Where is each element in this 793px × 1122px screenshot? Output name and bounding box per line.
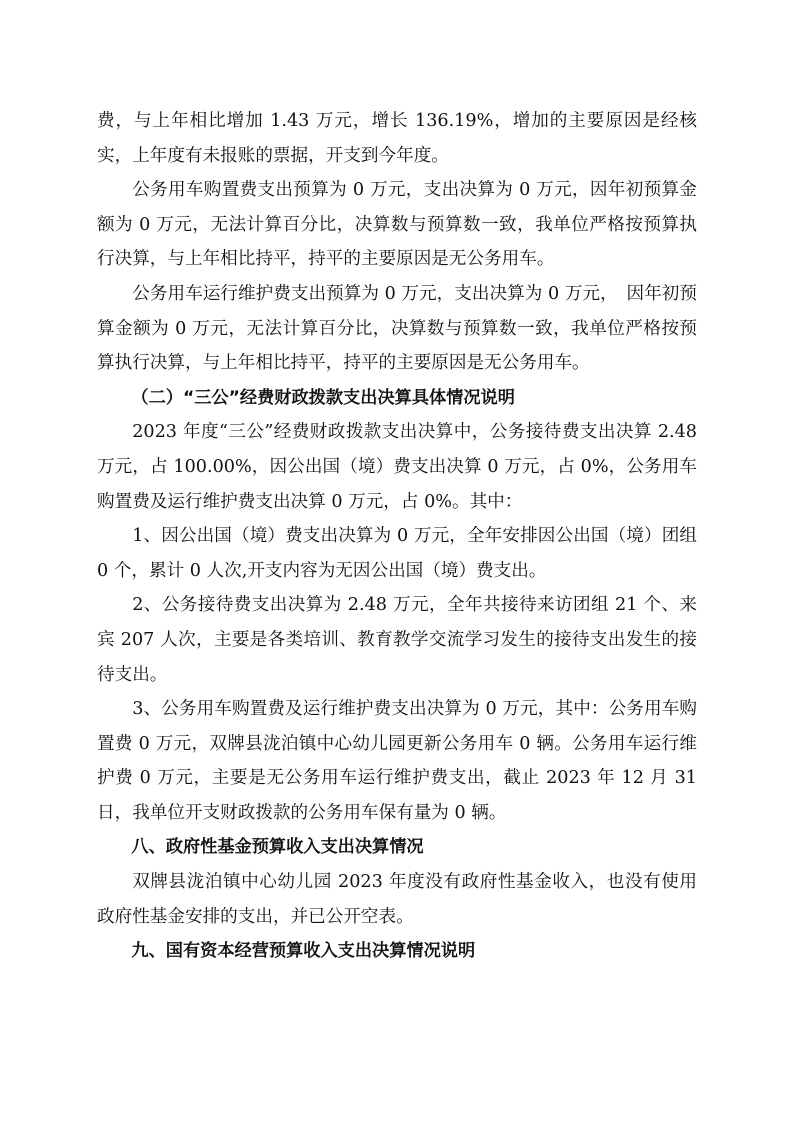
document-body bbox=[97, 104, 697, 969]
section-heading-state-capital: 九、国有资本经营预算收入支出决算情况说明 bbox=[131, 941, 476, 962]
paragraph-government-fund: 双牌县泷泊镇中心幼儿园 2023 年度没有政府性基金收入，也没有使用政府性基金安排的支出，并已公开空表。 bbox=[97, 872, 697, 927]
paragraph-official-reception: 2、公务接待费支出决算为 2.48 万元，全年共接待来访团组 21 个、来宾 207 人次，主要是各类培训、教育教学交流学习发生的接待支出发生的接待支出。 bbox=[97, 595, 697, 685]
paragraph-vehicle-maintenance: 公务用车运行维护费支出预算为 0 万元，支出决算为 0 万元， 因年初预算金额为 0 万元，无法计算百分比，决算数与预算数一致，我单位严格按预算执行决算，与上年相比持平，持平的主要原因是无公务用车。 bbox=[97, 283, 697, 374]
paragraph-official-vehicles: 3、公务用车购置费及运行维护费支出决算为 0 万元，其中：公务用车购置费 0 万元，双牌县泷泊镇中心幼儿园更新公务用车 0 辆。公务用车运行维护费 0 万元，主要是无公务用车运行维护费支出，截止 2023 年 12 月 31 日，我单位开支财政拨款的公务用车保有量为 0 辆。 bbox=[97, 699, 697, 823]
paragraph-overseas-travel: 1、因公出国（境）费支出决算为 0 万元，全年安排因公出国（境）团组 0 个，累计 0 人次,开支内容为无因公出国（境）费支出。 bbox=[97, 526, 697, 581]
paragraph-continuation-reception-fee: 费，与上年相比增加 1.43 万元，增长 136.19%，增加的主要原因是经核实，上年度有未报账的票据，开支到今年度。 bbox=[97, 111, 697, 166]
paragraph-three-public-summary: 2023 年度“三公”经费财政拨款支出决算中，公务接待费支出决算 2.48 万元，占 100.00%，因公出国（境）费支出决算 0 万元，占 0%，公务用车购置费及运行维护费支出决算 0 万元，占 0%。其中： bbox=[97, 422, 697, 512]
section-heading-government-fund: 八、政府性基金预算收入支出决算情况 bbox=[131, 837, 424, 858]
section-heading-three-public-details: （二）“三公”经费财政拨款支出决算具体情况说明 bbox=[131, 387, 515, 408]
paragraph-vehicle-purchase: 公务用车购置费支出预算为 0 万元，支出决算为 0 万元，因年初预算金额为 0 万元，无法计算百分比，决算数与预算数一致，我单位严格按预算执行决算，与上年相比持平，持平的主要原因是无公务用车。 bbox=[97, 180, 697, 270]
